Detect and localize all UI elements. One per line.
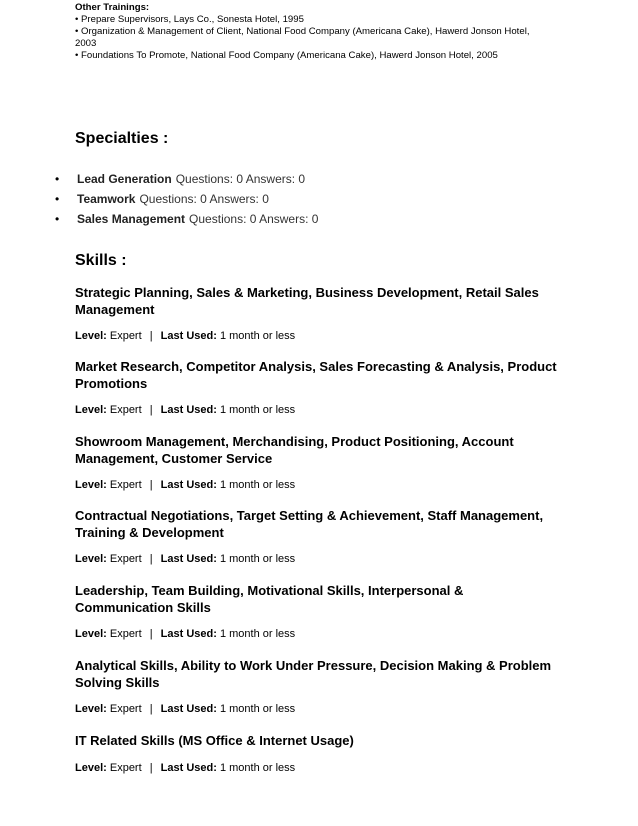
skill-entry xyxy=(75,508,565,565)
separator: | xyxy=(149,479,153,491)
skill-name: Showroom Management, Merchandising, Product Positioning, Account Management, Customer Service xyxy=(75,434,514,466)
last-used-label: Last Used: xyxy=(160,479,217,491)
last-used-value: 1 month or less xyxy=(219,404,296,416)
specialties-heading: Specialties : xyxy=(75,130,169,147)
last-used-value: 1 month or less xyxy=(219,761,296,774)
skill-level-line xyxy=(75,330,565,342)
training-item: • Foundations To Promote, National Food Company (Americana Cake), Hawerd Jonson Hotel, 2005 xyxy=(75,50,498,61)
specialty-name: Sales Management xyxy=(77,212,186,226)
skill-entry xyxy=(75,434,565,491)
last-used-label: Last Used: xyxy=(160,703,217,715)
level-value: Expert xyxy=(109,761,142,774)
last-used-label: Last Used: xyxy=(160,628,217,640)
skill-entry xyxy=(75,733,565,774)
skill-level-line xyxy=(75,479,565,491)
skill-level-line xyxy=(75,404,565,416)
skill-level-line xyxy=(75,628,565,640)
bullet-icon: • xyxy=(55,192,60,206)
specialty-name: Teamwork xyxy=(77,192,136,206)
level-label: Level: xyxy=(75,761,107,774)
last-used-value: 1 month or less xyxy=(219,703,296,715)
separator: | xyxy=(149,628,153,640)
level-label: Level: xyxy=(75,404,107,416)
last-used-label: Last Used: xyxy=(160,404,217,416)
other-trainings-title: Other Trainings: xyxy=(75,2,150,13)
specialty-meta: Questions: 0 Answers: 0 xyxy=(189,212,319,226)
last-used-value: 1 month or less xyxy=(219,553,296,565)
last-used-value: 1 month or less xyxy=(219,330,296,342)
level-value: Expert xyxy=(109,553,142,565)
separator: | xyxy=(149,761,153,774)
bullet-icon: • xyxy=(55,212,60,226)
skill-entry xyxy=(75,658,565,715)
level-label: Level: xyxy=(75,330,107,342)
last-used-label: Last Used: xyxy=(160,330,217,342)
specialty-meta: Questions: 0 Answers: 0 xyxy=(175,172,306,186)
separator: | xyxy=(149,703,153,715)
level-label: Level: xyxy=(75,553,107,565)
skill-name: IT Related Skills (MS Office & Internet Usage) xyxy=(75,733,354,748)
skill-name: Strategic Planning, Sales & Marketing, Business Development, Retail Sales Management xyxy=(75,285,539,317)
last-used-value: 1 month or less xyxy=(219,479,296,491)
training-item: • Prepare Supervisors, Lays Co., Sonesta Hotel, 1995 xyxy=(75,14,304,25)
skill-name: Leadership, Team Building, Motivational Skills, Interpersonal & Communication Skills xyxy=(75,583,464,615)
skill-level-line xyxy=(75,762,565,774)
specialty-meta: Questions: 0 Answers: 0 xyxy=(139,192,269,206)
skill-entry xyxy=(75,583,565,640)
bullet-icon: • xyxy=(55,172,60,186)
level-value: Expert xyxy=(109,703,142,715)
skill-level-line xyxy=(75,553,565,565)
level-label: Level: xyxy=(75,479,107,491)
skill-name: Market Research, Competitor Analysis, Sales Forecasting & Analysis, Product Promotions xyxy=(75,359,557,391)
specialty-item xyxy=(55,209,318,229)
level-value: Expert xyxy=(109,404,142,416)
skills-heading: Skills : xyxy=(75,252,127,269)
specialty-item xyxy=(55,169,318,189)
skill-name: Analytical Skills, Ability to Work Under Pressure, Decision Making & Problem Solving Skills xyxy=(75,658,552,690)
skill-entry xyxy=(75,359,565,416)
training-item: • Organization & Management of Client, National Food Company (Americana Cake), Hawerd Jonson Hotel, 2003 xyxy=(75,26,530,49)
level-value: Expert xyxy=(109,628,142,640)
level-value: Expert xyxy=(109,479,142,491)
level-label: Level: xyxy=(75,703,107,715)
separator: | xyxy=(149,553,153,565)
other-trainings-section xyxy=(75,2,545,62)
last-used-label: Last Used: xyxy=(160,553,217,565)
separator: | xyxy=(149,404,153,416)
level-label: Level: xyxy=(75,628,107,640)
specialty-item xyxy=(55,189,318,209)
level-value: Expert xyxy=(109,330,142,342)
skill-name: Contractual Negotiations, Target Setting & Achievement, Staff Management, Training & Development xyxy=(75,508,544,540)
skill-entry xyxy=(75,285,565,342)
separator: | xyxy=(149,330,153,342)
skill-level-line xyxy=(75,703,565,715)
last-used-value: 1 month or less xyxy=(219,628,296,640)
specialty-name: Lead Generation xyxy=(77,172,172,186)
specialties-list xyxy=(55,169,318,229)
last-used-label: Last Used: xyxy=(160,761,217,774)
